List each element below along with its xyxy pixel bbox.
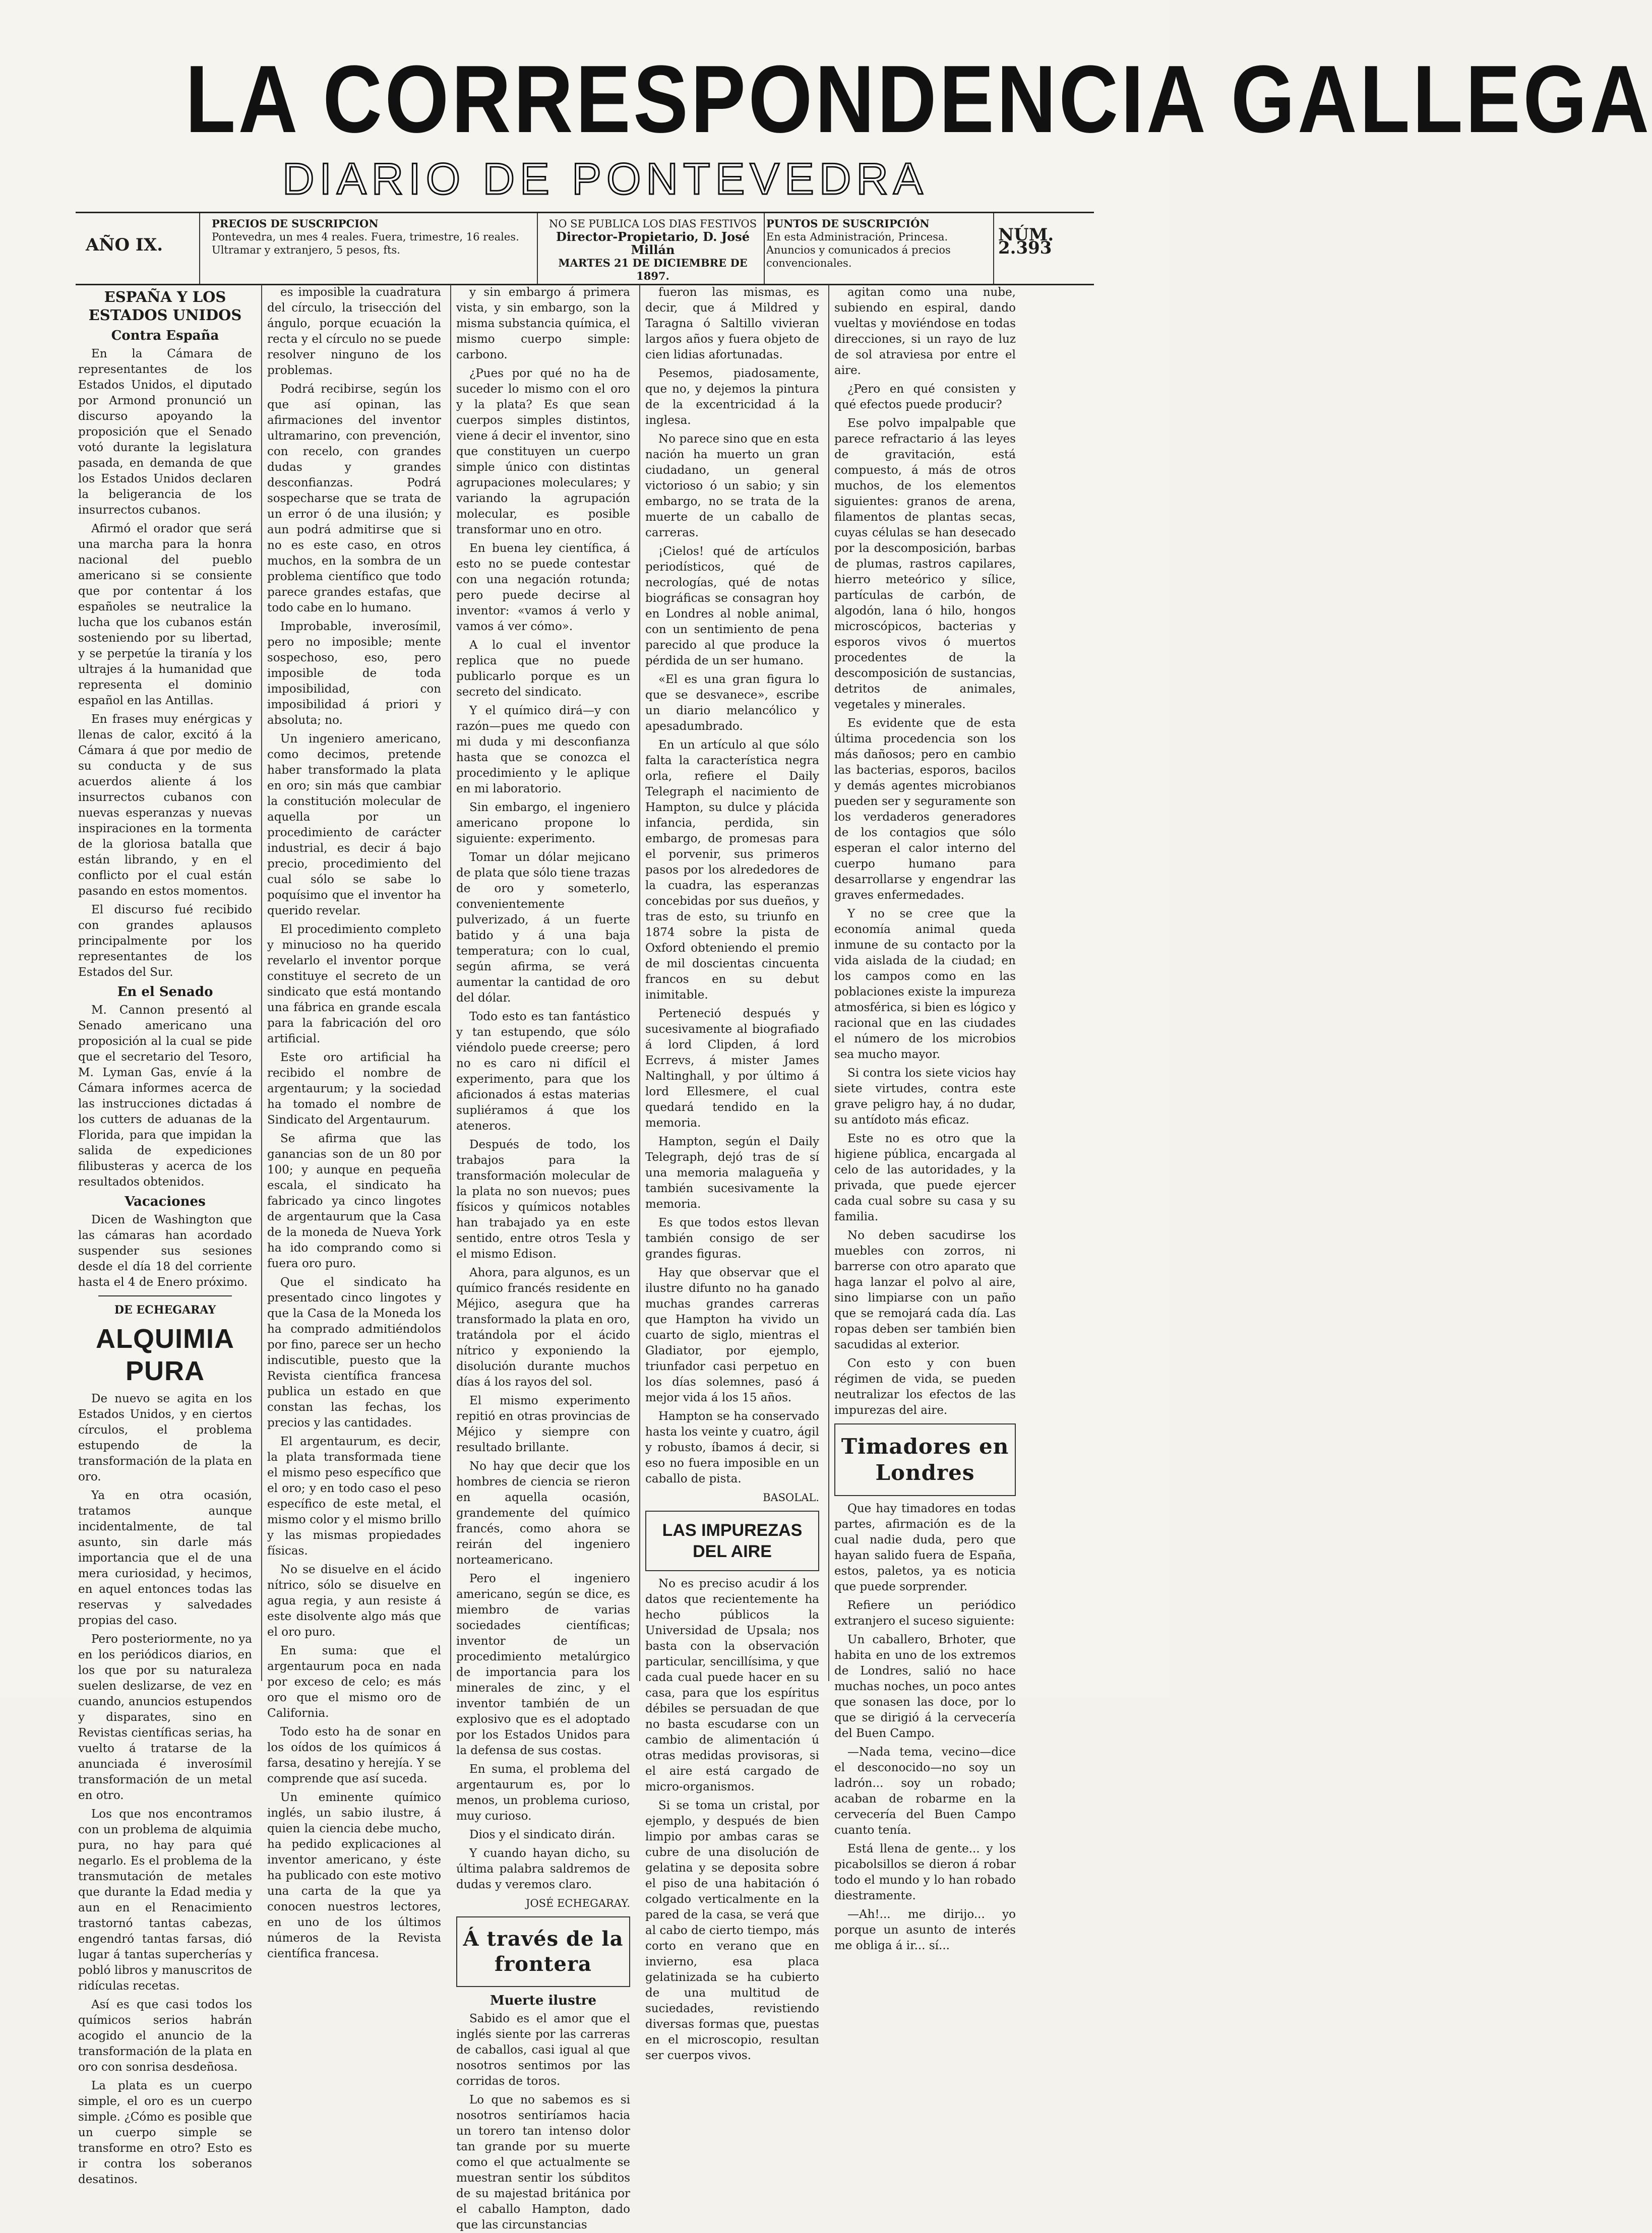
paragraph: Este no es otro que la higiene pública, encargada al celo de las autoridades, y la privada, que puede ejercer cada cual sobre su casa y su familia. xyxy=(834,1132,1016,1223)
paragraph: y sin embargo á primera vista, y sin embargo, son la misma substancia química, el mismo cuerpo simple: carbono. xyxy=(456,286,630,361)
paragraph: A lo cual el inventor replica que no puede publicarlo porque es un secreto del sindicato. xyxy=(456,639,630,699)
paragraph: Dios y el sindicato dirán. xyxy=(469,1828,616,1841)
paragraph: Hampton, según el Daily Telegraph, dejó tras de sí una memoria malagueña y también sucesivamente la memoria. xyxy=(645,1135,819,1211)
paragraph: Pero posteriormente, no ya en los periódicos diarios, en los que por su naturaleza suelen deslizarse, de vez en cuando, anuncios estupendos y disparates, sino en Revistas científicas serias, ha vuelto á tratarse de la anunciada é inverosímil transformación de un metal en otro. xyxy=(78,1633,252,1802)
paragraph: Que el sindicato ha presentado cinco lingotes y que la Casa de la Moneda los ha comprado admitiéndolos por fino, parece ser un hecho indiscutible, puesto que la Revista científica francesa publica un estado en que constan las fechas, los precios y las cantidades. xyxy=(267,1276,441,1430)
paragraph: Dicen de Washington que las cámaras han acordado suspender sus sesiones desde el día 18 del corriente hasta el 4 de Enero próximo. xyxy=(78,1213,252,1289)
paragraph: Todo esto ha de sonar en los oídos de los químicos á farsa, desatino y herejía. Y se comprende que así suceda. xyxy=(267,1725,441,1785)
column-rule xyxy=(450,285,451,1681)
paragraph: No hay que decir que los hombres de ciencia se rieron en aquella ocasión, grandemente del químico francés, como ahora se reirán del ingeniero norteamericano. xyxy=(456,1460,630,1567)
paragraph: Lo que no sabemos es si nosotros sentiríamos hacia un torero tan intenso dolor tan grande por su muerte como el que actualmente se muestran sentir los súbditos de su majestad británica por el caballo Hampton, dado que las circunstancias xyxy=(456,2093,630,2231)
article-headline: ALQUIMIA PURA xyxy=(96,1324,234,1386)
paragraph: «El es una gran figura lo que se desvanece», escribe un diario melancólico y apesadumbrado. xyxy=(645,673,819,733)
section-divider xyxy=(98,1295,232,1296)
column-4 xyxy=(645,285,819,2062)
paragraph: Si se toma un cristal, por ejemplo, y después de bien limpio por ambas caras se cubre de una disolución de gelatina y se deposita sobre el piso de una habitación ó colgado verticalmente en la pared de la casa, se verá que al cabo de cierto tiempo, más corto en verano que en invierno, esa placa gelatinizada se ha cubierto de una multitud de suciedades, revistiendo diversas formas que, puestas en el microscopio, resultan ser cuerpos vivos. xyxy=(645,1799,819,2062)
paragraph: Se afirma que las ganancias son de un 80 por 100; y aunque en pequeña escala, el sindicato ha fabricado ya cinco lingotes de argentaurum que la Casa de la moneda de Nueva York ha ido comprando como si fuera oro puro. xyxy=(267,1132,441,1270)
paragraph: Improbable, inverosímil, pero no imposible; mente sospechoso, eso, pero imposible de toda imposibilidad, con imposibilidad á priori y absoluta; no. xyxy=(267,620,441,727)
paragraph: Este oro artificial ha recibido el nombre de argentaurum; y la sociedad ha tomado el nombre de Sindicato del Argentaurum. xyxy=(267,1051,441,1127)
prices-heading: PRECIOS DE SUSCRIPCION xyxy=(212,217,379,230)
byline: DE ECHEGARAY xyxy=(114,1304,216,1317)
director-line: Director-Propietario, D. José Millán xyxy=(556,229,750,257)
paragraph: En buena ley científica, á esto no se puede contestar con una negación rotunda; pero puede decirse al inventor: «vamos á verlo y vamos á ver cómo». xyxy=(456,542,630,633)
paragraph: fueron las mismas, es decir, que á Mildred y Taragna ó Saltillo vivieran largos años y fuera objeto de cien lidias afortunadas. xyxy=(645,286,819,361)
column-1 xyxy=(78,285,252,2186)
paragraph: Los que nos encontramos con un problema de alquimia pura, no hay para qué negarlo. Es el problema de la transmutación de metales que durante la Edad media y aun en el Renacimiento trastornó tantas cabezas, engendró tantas farsas, dió lugar á tantas supercherías y pobló libros y manuscritos de ridículas recetas. xyxy=(78,1808,252,1993)
paragraph: Es que todos estos llevan también consigo de ser grandes figuras. xyxy=(645,1216,819,1261)
paragraph: Con esto y con buen régimen de vida, se pueden neutralizar los efectos de las impurezas del aire. xyxy=(834,1357,1016,1417)
paragraph: es imposible la cuadratura del círculo, la trisección del ángulo, porque ecuación la recta y el círculo no se puede resolver ninguno de los problemas. xyxy=(267,286,441,377)
article-subhead: En el Senado xyxy=(117,984,213,1000)
paragraph: El argentaurum, es decir, la plata transformada tiene el mismo peso específico que el oro; y en todo caso el peso específico de este metal, el mismo color y el mismo brillo y las mismas propiedades físicas. xyxy=(267,1435,441,1558)
issue-date: MARTES 21 DE DICIEMBRE DE 1897. xyxy=(558,257,748,282)
paragraph: ¿Pues por qué no ha de suceder lo mismo con el oro y la plata? Es que sean cuerpos simples distintos, viene á decir el inventor, sino que constituyen un cuerpo simple único con distintas agrupaciones moleculares; y variando la agrupación molecular, es posible transformar uno en otro. xyxy=(456,367,630,536)
paragraph: De nuevo se agita en los Estados Unidos, y en ciertos círculos, el problema estupendo de la transformación de la plata en oro. xyxy=(78,1392,252,1483)
paragraph: Un ingeniero americano, como decimos, pretende haber transformado la plata en oro; sin más que cambiar la constitución molecular de aquella por un procedimiento de carácter industrial, es decir á bajo precio, procedimiento del cual sólo se sabe lo poquísimo que el inventor ha querido revelar. xyxy=(267,732,441,917)
paragraph: En suma, el problema del argentaurum es, por lo menos, un problema curioso, muy curioso. xyxy=(456,1763,630,1823)
paragraph: Afirmó el orador que será una marcha para la honra nacional del pueblo americano si se consiente que por contentar á los españoles se neutralice la lucha que los cubanos están sosteniendo por su libertad, y se perpetúe la tiranía y los ultrajes á la humanidad que representa el dominio español en las Antillas. xyxy=(78,522,252,707)
paragraph: —Ah!... me dirijo... yo porque un asunto de interés me obliga á ir... sí... xyxy=(834,1908,1016,1952)
paragraph: M. Cannon presentó al Senado americano una proposición al la cual se pide que el secretario del Tesoro, M. Lyman Gas, envíe á la Cámara informes acerca de las instrucciones dictadas á los cutters de aduanas de la Florida, para que impidan la salida de expediciones filibusteras y acerca de los resultados obtenidos. xyxy=(78,1004,252,1189)
points-heading: PUNTOS DE SUSCRIPCIÓN xyxy=(766,217,930,230)
signature: JOSÉ ECHEGARAY. xyxy=(526,1897,630,1909)
paragraph: Podrá recibirse, según los que así opinan, las afirmaciones del inventor ultramarino, con prevención, con recelo, con grandes dudas y grandes desconfianzas. Podrá sospecharse que se trata de un error ó de una ilusión; y aun podrá admitirse que si no es este caso, en otros muchos, en la sombra de un problema científico que todo parece grandes estafas, que todo cabe en lo humano. xyxy=(267,383,441,614)
paragraph: Pesemos, piadosamente, que no, y dejemos la pintura de la excentricidad á la inglesa. xyxy=(645,367,819,427)
paragraph: No se disuelve en el ácido nítrico, sólo se disuelve en agua regia, y aun resiste á este disolvente algo más que el oro puro. xyxy=(267,1563,441,1639)
paragraph: La plata es un cuerpo simple, el oro es un cuerpo simple. ¿Cómo es posible que un cuerpo simple se transforme en otro? Esto es ir contra los soberanos desatinos. xyxy=(78,2079,252,2186)
paragraph: Que hay timadores en todas partes, afirmación es de la cual nadie duda, pero que hayan salido fuera de España, estos, paletos, ya es noticia que puede sorprender. xyxy=(834,1502,1016,1593)
info-divider xyxy=(537,213,538,284)
paragraph: No es preciso acudir á los datos que recientemente ha hecho públicos la Universidad de Upsala; nos basta con la observación particular, sencillísima, y que cada cual puede hacer en su casa, para que los espíritus débiles se persuadan de que no basta escudarse con un cambio de alimentación ú otras medidas provisoras, si el aire está cargado de micro-organismos. xyxy=(645,1577,819,1793)
paragraph: El discurso fué recibido con grandes aplausos principalmente por los representantes de los Estados del Sur. xyxy=(78,903,252,979)
paragraph: Ahora, para algunos, es un químico francés residente en Méjico, asegura que ha transformado la plata en oro, tratándola por el ácido nítrico y exponiendo la disolución durante muchos días á los rayos del sol. xyxy=(456,1266,630,1389)
paragraph: Es evidente que de esta última procedencia son los más dañosos; pero en cambio las bacterias, esporos, bacilos y demás agentes microbianos pueden ser y seguramente son los verdaderos generadores de los contagios que sólo esperan el calor interno del cuerpo humano para desarrollarse y engendrar las graves enfermedades. xyxy=(834,717,1016,902)
paragraph: Refiere un periódico extranjero el suceso siguiente: xyxy=(834,1599,1016,1628)
article-subhead: Vacaciones xyxy=(125,1194,206,1209)
masthead-subtitle: DIARIO DE PONTEVEDRA xyxy=(282,154,928,204)
column-5 xyxy=(834,285,1016,1952)
paragraph: agitan como una nube, subiendo en espiral, dando vueltas y moviéndose en todas direcciones, si un rayo de luz de sol atraviesa por entre el aire. xyxy=(834,286,1016,377)
paragraph: En suma: que el argentaurum poca en nada por exceso de celo; es más oro que el mismo oro de California. xyxy=(267,1644,441,1720)
paragraph: En un artículo al que sólo falta la característica negra orla, refiere el Daily Telegraph el nacimiento de Hampton, su dulce y plácida infancia, perdida, sin embargo, de promesas para el porvenir, sus primeros pasos por los alrededores de la cuadra, las esperanzas concebidas por sus dueños, y tras de esto, su triunfo en 1874 sobre la pista de Oxford obteniendo el premio de mil doscientas cincuenta francos en su debut inimitable. xyxy=(645,738,819,1002)
subscription-points xyxy=(766,217,993,270)
column-rule xyxy=(828,285,829,1681)
points-text: En esta Administración, Princesa. Anuncios y comunicados á precios convencionales. xyxy=(766,231,951,269)
paragraph: No deben sacudirse los muebles con zorros, ni barrerse con otro aparato que haga lanzar el polvo al aire, sino limpiarse con un paño que se remojará cada día. Las ropas deben ser también bien sacudidas al exterior. xyxy=(834,1229,1016,1351)
paragraph: Tomar un dólar mejicano de plata que sólo tiene trazas de oro y someterlo, convenientemente pulverizado, á un fuerte batido y á una baja temperatura; con lo cual, según afirma, se verá aumentar la cantidad de oro del dólar. xyxy=(456,851,630,1005)
article-headline: Timadores en Londres xyxy=(841,1434,1009,1485)
info-divider xyxy=(199,213,200,284)
paragraph: Todo esto es tan fantástico y tan estupendo, que sólo viéndolo puede creerse; pero no es caro ni difícil el experimento, para que los aficionados á estas materias supliéramos á que los ateneros. xyxy=(456,1010,630,1133)
masthead-title: LA CORRESPONDENCIA GALLEGA xyxy=(185,46,1652,153)
paragraph: ¡Cielos! qué de artículos periodísticos, qué de necrologías, qué de notas biográficas se consagran hoy en Londres al noble animal, con un sentimiento de pena parecido al que produce la pérdida de un ser humano. xyxy=(645,545,819,667)
paragraph: Un eminente químico inglés, un sabio ilustre, á quien la ciencia debe mucho, ha pedido explicaciones al inventor americano, y éste ha publicado con este motivo una carta de la que ya conocen nuestros lectores, en uno de los últimos números de la Revista científica francesa. xyxy=(267,1791,441,1960)
issue-number: NÚM. 2.393 xyxy=(998,225,1054,258)
year-label: AÑO IX. xyxy=(86,235,163,255)
publication-info xyxy=(544,217,761,283)
paragraph: Y cuando hayan dicho, su última palabra saldremos de dudas y veremos claro. xyxy=(456,1847,630,1891)
section-box xyxy=(456,1916,630,1987)
paragraph: Si contra los siete vicios hay siete virtudes, contra este grave peligro hay, á no dudar, su antídoto más eficaz. xyxy=(834,1067,1016,1127)
paragraph: Un caballero, Brhoter, que habita en uno de los extremos de Londres, salió no hace muchas noches, un poco antes que sonasen las doce, por lo que se dirigió á la cervecería del Buen Campo. xyxy=(834,1633,1016,1740)
paragraph: Y no se cree que la economía animal queda inmune de su contacto por la vida aislada de la ciudad; en los campos como en las poblaciones existe la impureza atmosférica, si bien es lógico y racional que en las ciudades el número de los microbios sea mucho mayor. xyxy=(834,907,1016,1061)
paragraph: Ese polvo impalpable que parece refractario á las leyes de gravitación, está compuesto, á más de otros muchos, de los elementos siguientes: granos de arena, filamentos de plantas secas, cuyas células se han desecado por la descomposición, barbas de plumas, rastros capilares, hierro meteórico y sílice, partículas de carbón, de algodón, lana ó hilo, hongos microscópicos, bacterias y esporos vivos ó muertos procedentes de la descomposición de sustancias, detritos de animales, vegetales y minerales. xyxy=(834,417,1016,711)
article-subhead: Contra España xyxy=(111,328,219,343)
paragraph: Sin embargo, el ingeniero americano propone lo siguiente: experimento. xyxy=(456,801,630,845)
section-box xyxy=(645,1511,819,1571)
column-2 xyxy=(267,285,441,1960)
no-holidays-note: NO SE PUBLICA LOS DIAS FESTIVOS xyxy=(548,218,757,230)
paragraph: El mismo experimento repitió en otras provincias de Méjico y siempre con resultado brillante. xyxy=(456,1394,630,1454)
paragraph: Perteneció después y sucesivamente al biografiado á lord Clipden, á lord Ecrrevs, á mister James Naltinghall, y por último á lord Ellesmere, el cual quedará tendido en la memoria. xyxy=(645,1007,819,1130)
paragraph: —Nada tema, vecino—dice el desconocido—no soy un ladrón... soy un robado; acaban de robarme en la cervecería del Buen Campo cuanto tenía. xyxy=(834,1746,1016,1837)
paragraph: En frases muy enérgicas y llenas de calor, excitó á la Cámara á que por medio de su conducta y de sus acuerdos aliente á los insurrectos cubanos con nuevas esperanzas y nuevas inspiraciones en la tormenta de la gloriosa batalla que están librando, y en el conflicto por el cual están pasando en estos momentos. xyxy=(78,713,252,898)
paragraph: Y el químico dirá—y con razón—pues me quedo con mi duda y mi desconfianza hasta que se conozca el procedimiento y le aplique en mi laboratorio. xyxy=(456,704,630,795)
paragraph: Así es que casi todos los químicos serios habrán acogido el anuncio de la transformación de la plata en oro con sonrisa desdeñosa. xyxy=(78,1998,252,2074)
paragraph: Hampton se ha conservado hasta los veinte y cuatro, ágil y robusto, íbamos á decir, si eso no fuera imposible en un caballo de pista. xyxy=(645,1410,819,1485)
article-subhead: Muerte ilustre xyxy=(490,1993,597,2008)
info-bar xyxy=(76,212,1094,285)
paragraph: Sabido es el amor que el inglés siente por las carreras de caballos, casi igual al que nosotros sentimos por las corridas de toros. xyxy=(456,2012,630,2088)
column-rule xyxy=(261,285,262,1681)
paragraph: En la Cámara de representantes de los Estados Unidos, el diputado por Armond pronunció un discurso apoyando la proposición que el Senado votó durante la legislatura pasada, en demanda de que los Estados Unidos declaren la beligerancia de los insurrectos cubanos. xyxy=(78,347,252,517)
info-divider xyxy=(993,213,994,284)
column-rule xyxy=(639,285,640,1681)
paragraph: No parece sino que en esta nación ha muerto un gran ciudadano, un general victorioso ó un sabio; y sin embargo, no se trata de la muerte de un caballo de carreras. xyxy=(645,432,819,539)
paragraph: El procedimiento completo y minucioso no ha querido revelarlo el inventor porque constituye el secreto de un sindicato que está montando una fábrica en grande escala para la fabricación del oro artificial. xyxy=(267,923,441,1045)
prices-text: Pontevedra, un mes 4 reales. Fuera, trimestre, 16 reales. Ultramar y extranjero, 5 pesos, fts. xyxy=(212,231,519,256)
section-box xyxy=(834,1423,1016,1496)
paragraph: Está llena de gente... y los picabolsillos se dieron á robar todo el mundo y lo han robado diestramente. xyxy=(834,1842,1016,1902)
signature: BASOLAL. xyxy=(763,1492,819,1504)
column-3 xyxy=(456,285,630,2231)
article-headline: Á través de la frontera xyxy=(463,1927,624,1976)
paragraph: ¿Pero en qué consisten y qué efectos puede producir? xyxy=(834,383,1016,411)
info-divider xyxy=(764,213,765,284)
paragraph: Después de todo, los trabajos para la transformación molecular de la plata no son nuevos; pues físicos y químicos notables han trabajado ya en este sentido, entre otros Tesla y el mismo Edison. xyxy=(456,1138,630,1261)
article-headline: ESPAÑA Y LOS ESTADOS UNIDOS xyxy=(88,288,242,324)
paragraph: Ya en otra ocasión, tratamos aunque incidentalmente, de tal asunto, sin darle más importancia que el de una mera curiosidad, y hecimos, en aquel entonces todas las reservas y salvedades propias del caso. xyxy=(78,1489,252,1627)
subscription-prices xyxy=(212,217,565,257)
article-headline: LAS IMPUREZAS DEL AIRE xyxy=(662,1521,803,1561)
paragraph: Pero el ingeniero americano, según se dice, es miembro de varias sociedades científicas; inventor de un procedimiento metalúrgico de importancia para los minerales de zinc, y el inventor también de un explosivo que es el adoptado por los Estados Unidos para la defensa de sus costas. xyxy=(456,1572,630,1757)
paragraph: Hay que observar que el ilustre difunto no ha ganado muchas grandes carreras que Hampton ha vivido un cuarto de siglo, mientras el Gladiator, por ejemplo, triunfador casi perpetuo en los días solemnes, pasó á mejor vida á los 15 años. xyxy=(645,1266,819,1404)
